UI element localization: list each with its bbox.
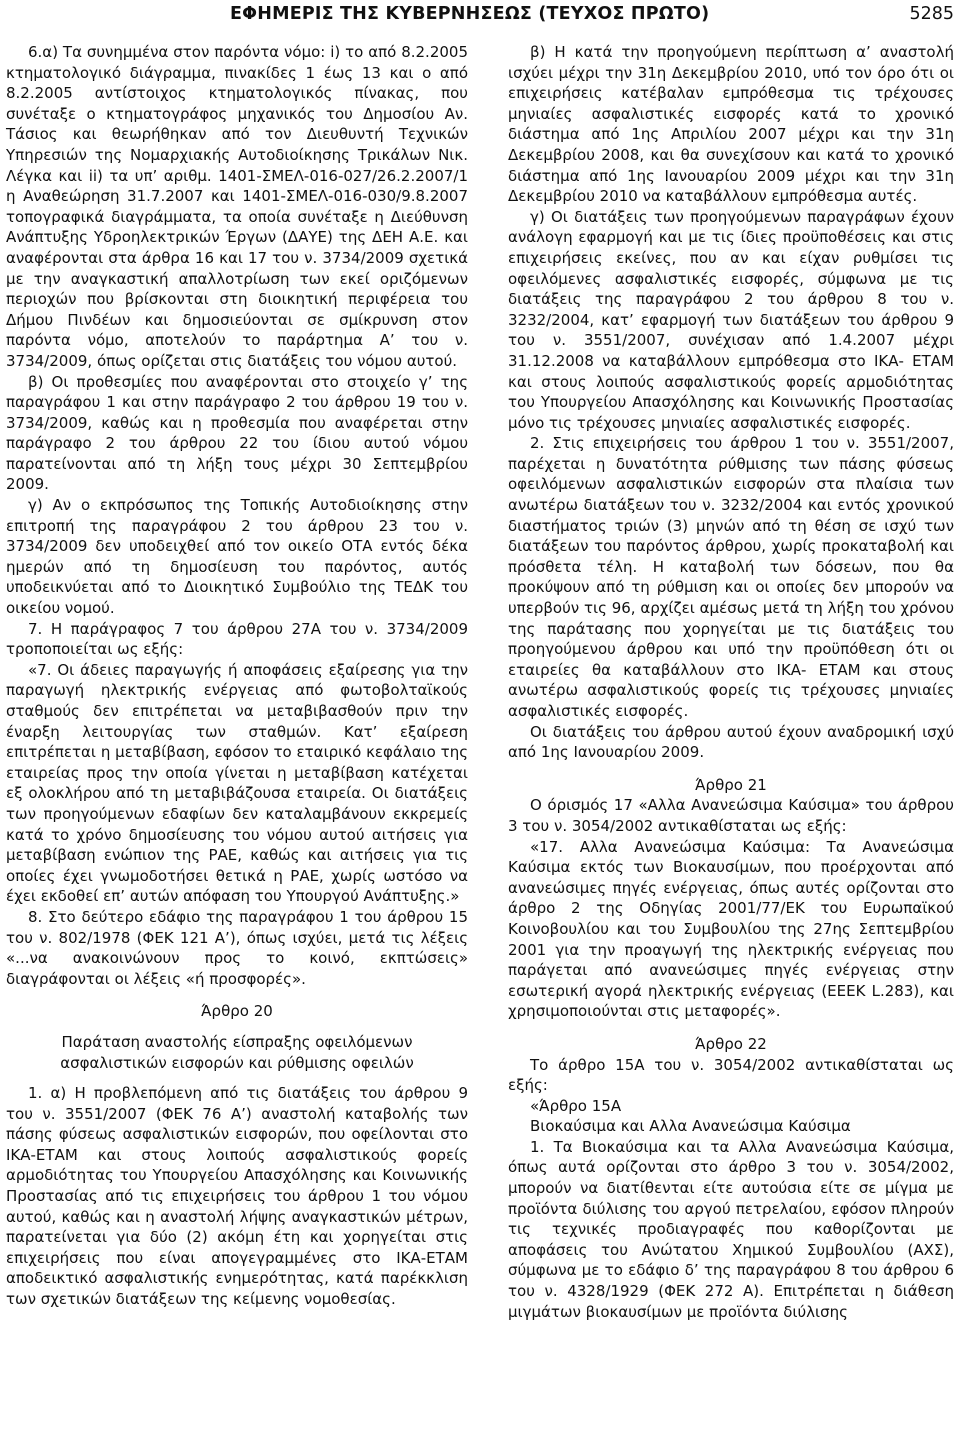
gazette-title: ΕΦΗΜΕΡΙΣ ΤΗΣ ΚΥΒΕΡΝΗΣΕΩΣ (ΤΕΥΧΟΣ ΠΡΩΤΟ) — [230, 4, 710, 24]
paragraph: 1. Τα Βιοκαύσιμα και τα Αλλα Ανανεώσιμα Καύσιμα, όπως αυτά ορίζονται στο άρθρο 3 του ν. 3054/2002, μπορούν να διατίθενται είτε αυτούσια είτε σε μίγμα με προϊόντα διύλισης του αργού πετρελαίου, εφόσον πληρούν τις τεχνικές προδιαγραφές που καθορίζονται με αποφάσεις του Ανώτατου Χημικού Συμβουλίου (ΑΧΣ), σύμφωνα με το εδάφιο δ’ της παραγράφου 8 του άρθρου 6 του ν. 4328/1929 (ΦΕΚ 272 Α). Επιτρέπεται η διάθεση μιγμάτων βιοκαυσίμων με προϊόντα διύλισης — [508, 1137, 954, 1321]
paragraph: Βιοκαύσιμα και Αλλα Ανανεώσιμα Καύσιμα — [530, 1117, 851, 1136]
paragraph: 2. Στις επιχειρήσεις του άρθρου 1 του ν. 3551/2007, παρέχεται η δυνατότητα ρύθμισης των πάσης φύσεως οφειλόμενων ασφαλιστικών εισφορών στα πλαίσια των ανωτέρω διατάξεων του ν. 3232/2004 και εντός χρονικού διαστήματος τριών (3) μηνών από τη θέση σε ισχύ των διατάξεων του παρόντος άρθρου, χωρίς προκαταβολή και πρόσθετα τέλη. Η καταβολή των δόσεων, που θα προκύψουν από τη ρύθμιση και οι οποίες δεν μπορούν να υπερβούν τις 96, αρχίζει αμέσως μετά τη λήξη του χρόνου της παράτασης που χορηγείται με τις διατάξεις του προηγούμενου άρθρου και υπό την προϋπόθεση ότι οι εταιρείες θα καταβάλλουν στο ΙΚΑ- ΕΤΑΜ και στους ανωτέρω ασφαλιστικούς φορείς τις τρέχουσες μηνιαίες ασφαλιστικές εισφορές. — [508, 434, 954, 720]
page-number: 5285 — [909, 4, 954, 24]
paragraph: «7. Οι άδειες παραγωγής ή αποφάσεις εξαίρεσης για την παραγωγή ηλεκτρικής ενέργειας από φωτοβολταϊκούς σταθμούς δεν επιτρέπεται να μεταβιβασθούν πριν την έναρξη λειτουργίας των σταθμών. Κατ’ εξαίρεση επιτρέπεται η μεταβίβαση, εφόσον το εταιρικό κεφάλαιο της εταιρείας προς την οποία γίνεται η μεταβίβαση κατέχεται εξ ολοκλήρου από τη μεταβιβάζουσα εταιρεία. Οι διατάξεις των προηγούμενων εδαφίων δεν καταλαμβάνουν εκκρεμείς κατά το χρόνο δημοσίευσης του νόμου αυτού αιτήσεις για μεταβίβαση ενώπιον της ΡΑΕ, καθώς και αιτήσεις για τις οποίες έχει γνωμοδοτήσει θετικά η ΡΑΕ, χωρίς ωστόσο να έχει εκδοθεί επ’ αυτών απόφαση του Υπουργού Ανάπτυξης.» — [6, 660, 468, 906]
article-heading: Άρθρο 21 — [695, 775, 767, 794]
paragraph: 8. Στο δεύτερο εδάφιο της παραγράφου 1 του άρθρου 15 του ν. 802/1978 (ΦΕΚ 121 Α’), όπως ισχύει, μετά τις λέξεις «...να ανακοινώνουν προς το κοινό, εκπτώσεις» διαγράφονται οι λέξεις «ή προσφορές». — [6, 907, 468, 988]
paragraph: «17. Αλλα Ανανεώσιμα Καύσιμα: Τα Ανανεώσιμα Καύσιμα εκτός των Βιοκαυσίμων, που προέρχονται από ανανεώσιμες πηγές ενέργειας, όπως αυτές ορίζονται στο άρθρο 2 της Οδηγίας 2001/77/ΕΚ του Ευρωπαϊκού Κοινοβουλίου και του Συμβουλίου της 27ης Σεπτεμβρίου 2001 για την προαγωγή της ηλεκτρικής ενέργειας που παράγεται από ανανεώσιμες πηγές ενέργειας στην εσωτερική αγορά ηλεκτρικής ενέργειας (ΕΕΕΚ L.283), και χρησιμοποιούνται στις μεταφορές». — [508, 837, 954, 1021]
left-column — [6, 42, 468, 1310]
paragraph: β) Οι προθεσμίες που αναφέρονται στο στοιχείο γ’ της παραγράφου 1 και στην παράγραφο 2 του άρθρου 19 του ν. 3734/2009, καθώς και η προθεσμία που αναφέρεται στην παράγραφο 2 του άρθρου 22 του ίδιου αυτού νόμου παρατείνονται από τη λήξη τους μέχρι 30 Σεπτεμβρίου 2009. — [6, 372, 468, 494]
right-column — [508, 42, 954, 1322]
paragraph: Το άρθρο 15Α του ν. 3054/2002 αντικαθίσταται ως εξής: — [508, 1055, 954, 1095]
page-header — [0, 0, 960, 36]
paragraph: 6.α) Τα συνημμένα στον παρόντα νόμο: i) το από 8.2.2005 κτηματολογικό διάγραμμα, πινακίδες 1 έως 13 και ο από 8.2.2005 αντίστοιχος κτηματολογικός πίνακας, που συνέταξε ο κτηματογράφος μηχανικός του Δημοσίου Αν. Τάσιος και θεωρήθηκαν από τον Διευθυντή Τεχνικών Υπηρεσιών της Νομαρχιακής Αυτοδιοίκησης Τρικάλων Νικ. Λέγκα και ii) τα υπ’ αριθμ. 1401-ΣΜΕΛ-016-027/26.2.2007/1 η Αναθεώρηση 31.7.2007 και 1401-ΣΜΕΛ-016-030/9.8.2007 τοπογραφικά διαγράμματα, τα οποία συνέταξε η Διεύθυνση Ανάπτυξης Υδροηλεκτρικών Έργων (ΔΑΥΕ) της ΔΕΗ Α.Ε. και αναφέρονται στα άρθρα 16 και 17 του ν. 3734/2009 σχετικά με την αναγκαστική απαλλοτρίωση των εκεί οριζόμενων περιοχών που βρίσκονται στη διοικητική περιφέρεια του Δήμου Πινδέων και δημοσιεύονται σε σμίκρυνση στον παρόντα νόμο, αποτελούν το παράρτημα Α’ του ν. 3734/2009, όπως ορίζεται στις διατάξεις του νόμου αυτού. — [6, 43, 468, 370]
paragraph: 7. Η παράγραφος 7 του άρθρου 27Α του ν. 3734/2009 τροποποιείται ως εξής: — [6, 619, 468, 659]
paragraph: β) Η κατά την προηγούμενη περίπτωση α’ αναστολή ισχύει μέχρι την 31η Δεκεμβρίου 2010, υπό τον όρο ότι οι επιχειρήσεις κατέβαλαν εμπρόθεσμα τις τρέχουσες μηνιαίες ασφαλιστικές εισφορές κατά το χρονικό διάστημα από 1ης Απριλίου 2007 μέχρι και την 31η Δεκεμβρίου 2008, και θα συνεχίσουν και κατά το χρονικό διάστημα από 1ης Ιανουαρίου 2009 μέχρι και την 31η Δεκεμβρίου 2010 να καταβάλλουν εμπρόθεσμα αυτές. — [508, 43, 954, 206]
article-heading: Άρθρο 20 — [201, 1002, 273, 1021]
paragraph: γ) Αν ο εκπρόσωπος της Τοπικής Αυτοδιοίκησης στην επιτροπή της παραγράφου 2 του άρθρου 23 του ν. 3734/2009 δεν υποδειχθεί από τον οικείο ΟΤΑ εντός δέκα ημερών από τη δημοσίευση του παρόντος, αυτός υποδεικνύεται από το Διοικητικό Συμβούλιο της ΤΕΔΚ του οικείου νομού. — [6, 496, 468, 618]
article-title: Παράταση αναστολής είσπραξης οφειλόμενων ασφαλιστικών εισφορών και ρύθμισης οφειλών — [60, 1032, 414, 1072]
paragraph: «Άρθρο 15Α — [530, 1096, 622, 1115]
paragraph: Ο όρισμός 17 «Αλλα Ανανεώσιμα Καύσιμα» του άρθρου 3 του ν. 3054/2002 αντικαθίσταται ως εξής: — [508, 796, 954, 835]
paragraph: γ) Οι διατάξεις των προηγούμενων παραγράφων έχουν ανάλογη εφαρμογή και με τις ίδιες προϋποθέσεις και στις επιχειρήσεις εκείνες, που αν και είχαν ρυθμίσει τις οφειλόμενες ασφαλιστικές εισφορές, σύμφωνα με τις διατάξεις της παραγράφου 2 του άρθρου 8 του ν. 3232/2004, κατ’ εφαρμογή των διατάξεων του άρθρου 9 του ν. 3551/2007, συνέχισαν από 1.4.2007 μέχρι 31.12.2008 να καταβάλλουν εμπρόθεσμα στο ΙΚΑ- ΕΤΑΜ και στους λοιπούς ασφαλιστικούς φορείς αρμοδιότητας του Υπουργείου Απασχόλησης και Κοινωνικής Προστασίας μόνο τις τρέχουσες μηνιαίες ασφαλιστικές εισφορές. — [508, 207, 954, 432]
paragraph: 1. α) Η προβλεπόμενη από τις διατάξεις του άρθρου 9 του ν. 3551/2007 (ΦΕΚ 76 Α’) αναστολή καταβολής των πάσης φύσεως ασφαλιστικών εισφορών, που οφείλονται στο ΙΚΑ-ΕΤΑΜ και στους λοιπούς ασφαλιστικούς φορείς αρμοδιότητας του Υπουργείου Απασχόλησης και Κοινωνικής Προστασίας από τις επιχειρήσεις του άρθρου 1 του νόμου αυτού, καθώς και η αναστολή λήψης αναγκαστικών μέτρων, παρατείνεται για δύο (2) ακόμη έτη και χορηγείται στις επιχειρήσεις που είναι απογεγραμμένες στο ΙΚΑ-ΕΤΑΜ αποδεικτικό ασφαλιστικής ενημερότητας, κατά παρέκκλιση των σχετικών διατάξεων της κείμενης νομοθεσίας. — [6, 1084, 468, 1309]
paragraph: Οι διατάξεις του άρθρου αυτού έχουν αναδρομική ισχύ από 1ης Ιανουαρίου 2009. — [508, 722, 954, 762]
article-heading: Άρθρο 22 — [695, 1034, 767, 1053]
